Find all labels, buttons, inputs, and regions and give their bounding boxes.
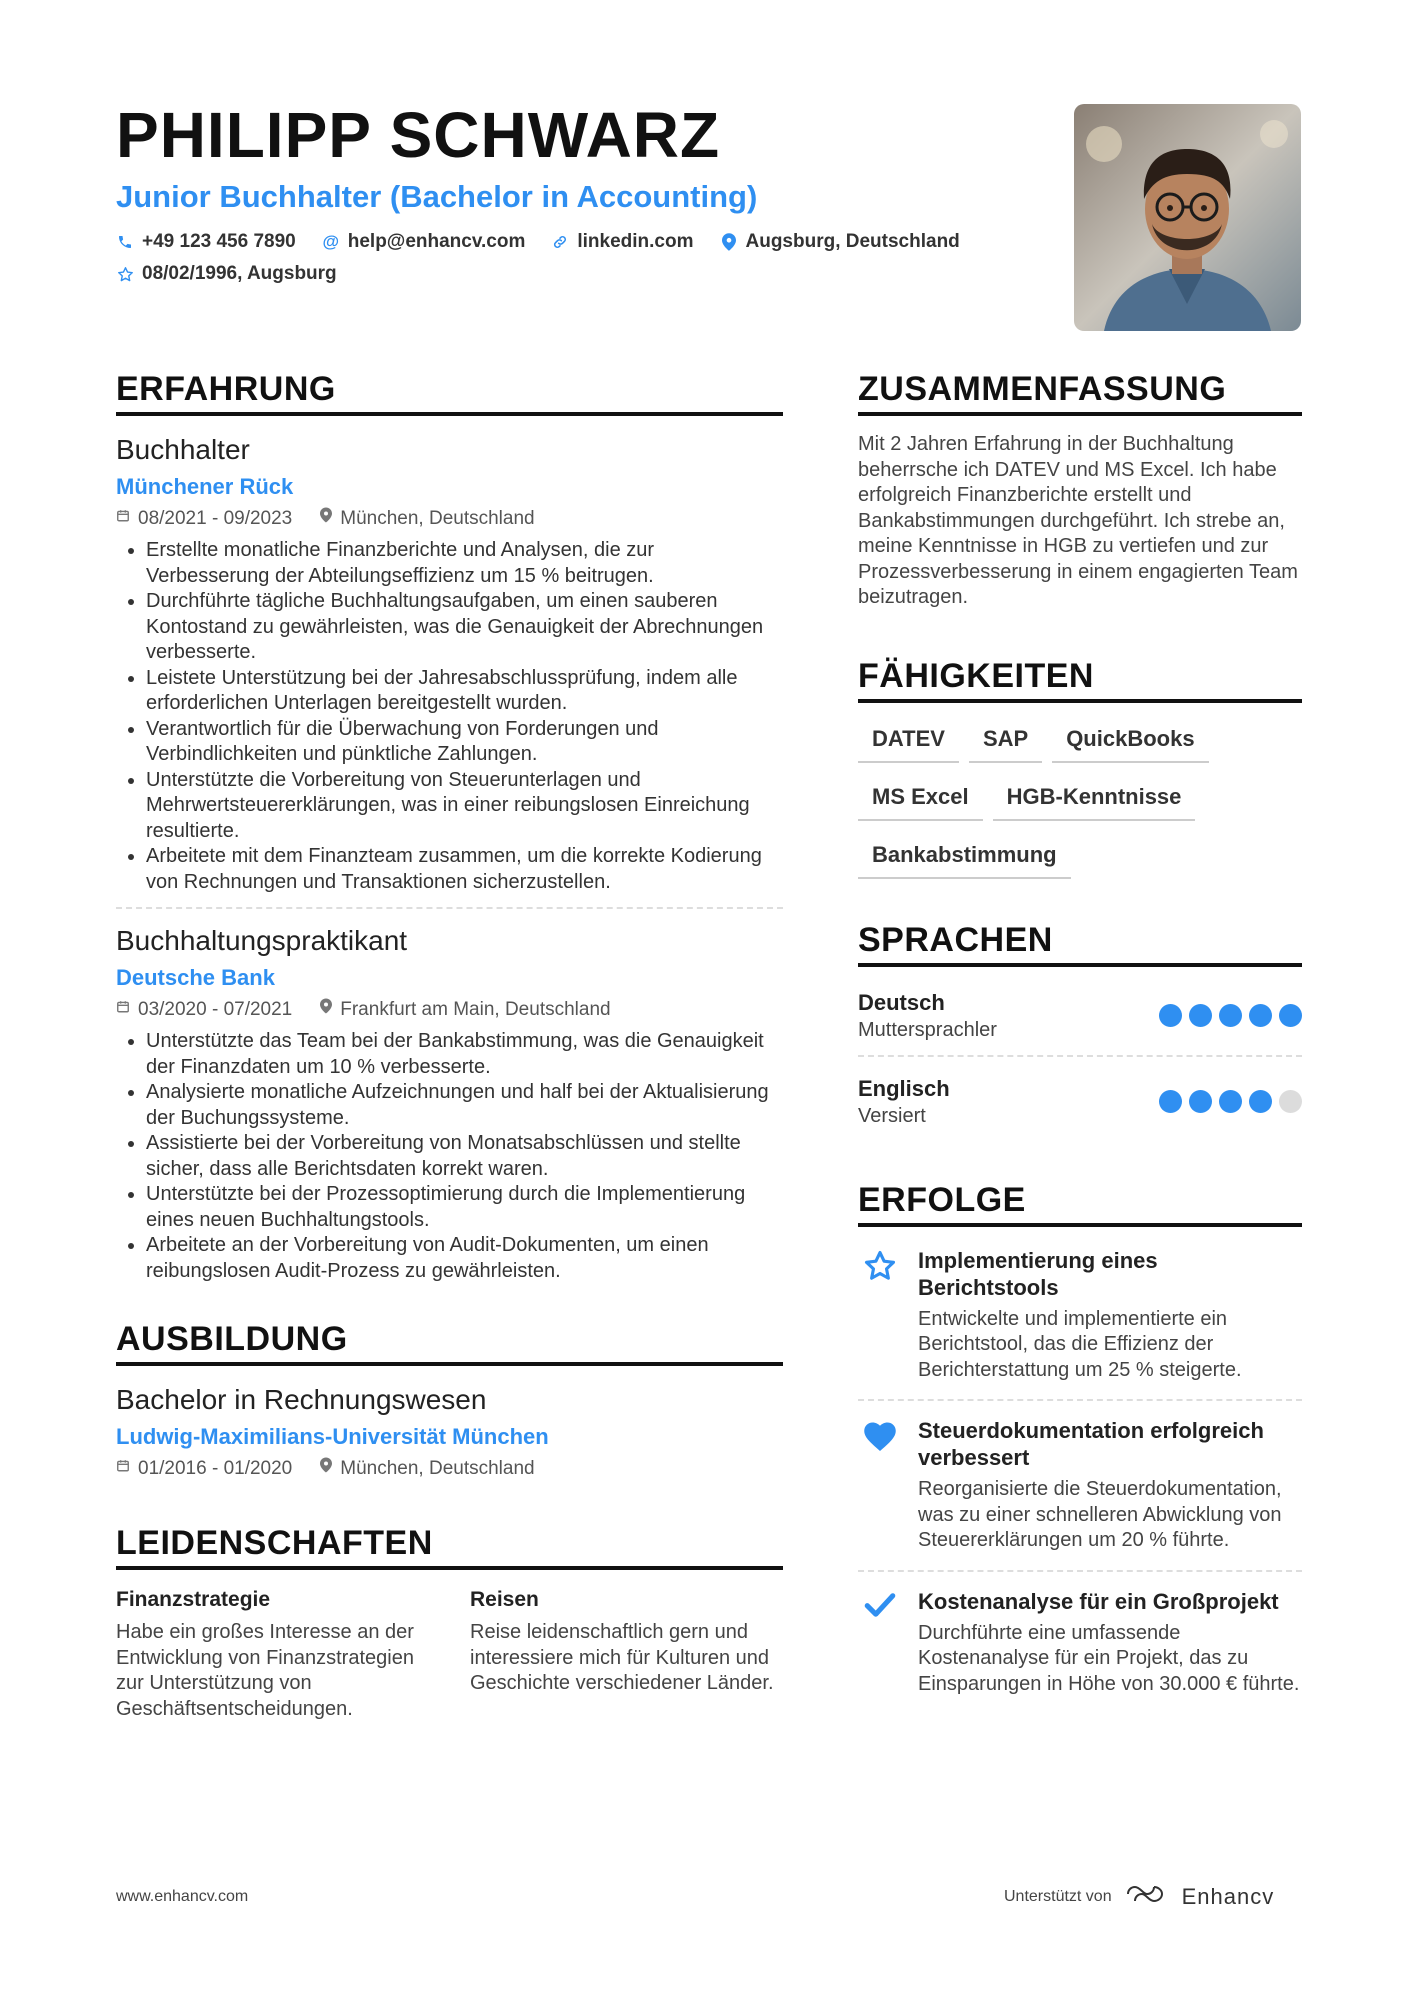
skills-list — [858, 719, 1302, 879]
bullet: • Assistierte bei der Vorbereitung von Monatsabschlüssen und stellte sicher, dass alle Berichtsdaten korrekt waren. — [146, 1131, 783, 1182]
rating-dot — [1159, 1090, 1182, 1113]
rating-dot — [1189, 1090, 1212, 1113]
skill-tag: HGB-Kenntnisse — [993, 777, 1196, 821]
location-icon — [320, 997, 332, 1023]
achievement-title: Kostenanalyse für ein Großprojekt — [918, 1588, 1279, 1614]
star-icon — [858, 1247, 902, 1384]
language-level: Versiert — [858, 1104, 926, 1127]
skills-heading: FÄHIGKEITEN — [858, 655, 1302, 703]
passion-item — [470, 1586, 780, 1722]
contact-email-text: help@enhancv.com — [347, 231, 526, 252]
summary-heading: ZUSAMMENFASSUNG — [858, 368, 1302, 416]
contact-list — [116, 230, 1016, 286]
achievement-item — [858, 1243, 1302, 1394]
calendar-icon — [116, 997, 130, 1023]
contact-birth-text: 08/02/1996, Augsburg — [142, 263, 337, 284]
language-name: Deutsch — [858, 989, 945, 1015]
education-meta — [116, 1456, 783, 1482]
rating-dot — [1279, 1090, 1302, 1113]
rating-dot — [1249, 1004, 1272, 1027]
bullet: • Unterstützte das Team bei der Bankabstimmung, was die Genauigkeit der Finanzdaten um 10 % verbesserte. — [146, 1029, 783, 1080]
star-icon — [116, 266, 134, 283]
rating-dot — [1159, 1004, 1182, 1027]
job-entry — [116, 923, 783, 1284]
job-bullets — [116, 538, 783, 895]
languages-section — [858, 919, 1302, 1139]
summary-text: Mit 2 Jahren Erfahrung in der Buchhaltung beherrsche ich DATEV und MS Excel. Ich habe erfolgreich Finanzberichte erstellt und Bankabstimmungen durchgeführt. Ich strebe an, meine Kenntnisse in HGB zu vertiefen und zur Prozessverbesserung in einem engagierten Team beizutragen. — [858, 433, 1298, 608]
achievement-item — [858, 1584, 1302, 1708]
divider — [858, 1399, 1302, 1401]
passions-list — [116, 1586, 783, 1722]
job-location: München, Deutschland — [340, 508, 535, 529]
degree-title: Bachelor in Rechnungswesen — [116, 1384, 487, 1415]
experience-section — [116, 368, 783, 1284]
language-item — [858, 983, 1302, 1053]
achievement-description: Reorganisierte die Steuerdokumentation, was zu einer schnelleren Abwicklung von Steuererklärungen um 20 % führte. — [918, 1478, 1282, 1551]
passions-section — [116, 1522, 783, 1722]
education-dates: 01/2016 - 01/2020 — [138, 1458, 293, 1479]
passion-item — [116, 1586, 426, 1722]
right-column — [858, 368, 1302, 1707]
rating-dot — [1219, 1004, 1242, 1027]
job-dates: 03/2020 - 07/2021 — [138, 999, 293, 1020]
bullet: • Verantwortlich für die Überwachung von Forderungen und Verbindlichkeiten und pünktliche Zahlungen. — [146, 717, 783, 768]
skill-tag: SAP — [969, 719, 1042, 763]
bullet: • Unterstützte bei der Prozessoptimierung durch die Implementierung eines neuen Buchhaltungstools. — [146, 1182, 783, 1233]
heart-icon — [858, 1417, 902, 1554]
profile-photo — [1074, 104, 1301, 331]
education-section — [116, 1318, 783, 1482]
enhancv-logo-icon — [1124, 1882, 1170, 1911]
divider — [116, 907, 783, 909]
languages-heading: SPRACHEN — [858, 919, 1302, 967]
bullet: • Leistete Unterstützung bei der Jahresabschlussprüfung, indem alle erforderlichen Unterlagen bereitgestellt wurden. — [146, 666, 783, 717]
bullet: • Erstellte monatliche Finanzberichte und Analysen, die zur Verbesserung der Abteilungseffizienz um 15 % beitrugen. — [146, 538, 783, 589]
skill-tag: DATEV — [858, 719, 959, 763]
achievements-section — [858, 1179, 1302, 1708]
phone-icon — [116, 234, 134, 250]
divider — [858, 1055, 1302, 1057]
at-icon: @ — [322, 232, 340, 251]
education-location: München, Deutschland — [340, 1458, 535, 1479]
skill-tag: MS Excel — [858, 777, 983, 821]
contact-linkedin-text: linkedin.com — [577, 231, 694, 252]
location-icon — [720, 233, 738, 251]
bullet: • Durchführte tägliche Buchhaltungsaufgaben, um einen sauberen Kontostand zu gewährleisten, was die Genauigkeit der Abrechnungen verbesserte. — [146, 589, 783, 666]
location-icon — [320, 506, 332, 532]
divider — [858, 1570, 1302, 1572]
check-icon — [858, 1588, 902, 1698]
achievements-heading: ERFOLGE — [858, 1179, 1302, 1227]
contact-location — [720, 230, 960, 254]
footer-branding — [1004, 1882, 1274, 1911]
contact-email[interactable] — [322, 230, 526, 254]
passions-heading: LEIDENSCHAFTEN — [116, 1522, 783, 1570]
candidate-name: PHILIPP SCHWARZ — [116, 99, 721, 171]
passion-title: Reisen — [470, 1588, 539, 1611]
skill-tag: Bankabstimmung — [858, 835, 1071, 879]
rating-dot — [1279, 1004, 1302, 1027]
job-title: Buchhalter — [116, 434, 250, 465]
link-icon — [551, 234, 569, 250]
job-title: Buchhaltungspraktikant — [116, 925, 408, 956]
contact-linkedin[interactable] — [551, 230, 693, 254]
location-icon — [320, 1456, 332, 1482]
rating-dot — [1189, 1004, 1212, 1027]
contact-birth — [116, 262, 337, 286]
candidate-title: Junior Buchhalter (Bachelor in Accounting) — [116, 179, 758, 214]
education-heading: AUSBILDUNG — [116, 1318, 783, 1366]
bullet: • Analysierte monatliche Aufzeichnungen und half bei der Aktualisierung der Buchungssysteme. — [146, 1080, 783, 1131]
language-rating — [1159, 1004, 1302, 1027]
company-name: Deutsche Bank — [116, 965, 275, 990]
job-bullets — [116, 1029, 783, 1284]
job-entry — [116, 432, 783, 895]
calendar-icon — [116, 1456, 130, 1482]
job-location: Frankfurt am Main, Deutschland — [340, 999, 611, 1020]
brand-name: Enhancv — [1181, 1883, 1275, 1909]
rating-dot — [1219, 1090, 1242, 1113]
summary-section — [858, 368, 1302, 611]
skills-section — [858, 655, 1302, 879]
passion-description: Habe ein großes Interesse an der Entwicklung von Finanzstrategien zur Unterstützung von Geschäftsentscheidungen. — [116, 1621, 414, 1720]
contact-phone[interactable] — [116, 230, 296, 254]
achievement-title: Steuerdokumentation erfolgreich verbessert — [918, 1418, 1264, 1470]
footer-website[interactable]: www.enhancv.com — [116, 1888, 249, 1905]
resume-header — [116, 100, 1036, 286]
bullet: • Unterstützte die Vorbereitung von Steuerunterlagen und Mehrwertsteuererklärungen, was in einer reibungslosen Einreichung resultierte. — [146, 768, 783, 845]
language-name: Englisch — [858, 1075, 950, 1101]
contact-location-text: Augsburg, Deutschland — [745, 231, 960, 252]
language-item — [858, 1069, 1302, 1139]
job-meta — [116, 506, 783, 532]
passion-title: Finanzstrategie — [116, 1588, 271, 1611]
language-level: Muttersprachler — [858, 1018, 997, 1041]
bullet: • Arbeitete an der Vorbereitung von Audit-Dokumenten, um einen reibungslosen Audit-Prozess zu gewährleisten. — [146, 1233, 783, 1284]
experience-heading: ERFAHRUNG — [116, 368, 783, 416]
language-rating — [1159, 1090, 1302, 1113]
school-name: Ludwig-Maximilians-Universität München — [116, 1424, 549, 1449]
skill-tag: QuickBooks — [1052, 719, 1208, 763]
passion-description: Reise leidenschaftlich gern und interessiere mich für Kulturen und Geschichte verschiedener Länder. — [470, 1621, 774, 1694]
calendar-icon — [116, 506, 130, 532]
company-name: Münchener Rück — [116, 474, 294, 499]
job-dates: 08/2021 - 09/2023 — [138, 508, 293, 529]
achievement-description: Durchführte eine umfassende Kostenanalyse für ein Projekt, das zu Einsparungen in Höhe von 30.000 € führte. — [918, 1621, 1300, 1695]
rating-dot — [1249, 1090, 1272, 1113]
achievement-title: Implementierung eines Berichtstools — [918, 1247, 1158, 1300]
left-column — [116, 368, 783, 1722]
achievement-item — [858, 1413, 1302, 1564]
job-meta — [116, 997, 783, 1023]
contact-phone-text: +49 123 456 7890 — [142, 231, 296, 252]
bullet: • Arbeitete mit dem Finanzteam zusammen, um die korrekte Kodierung von Rechnungen und Transaktionen sicherzustellen. — [146, 844, 783, 895]
achievement-description: Entwickelte und implementierte ein Berichtstool, das die Effizienz der Berichterstattung um 25 % steigerte. — [918, 1307, 1242, 1381]
powered-by-text: Unterstützt von — [1004, 1887, 1112, 1905]
